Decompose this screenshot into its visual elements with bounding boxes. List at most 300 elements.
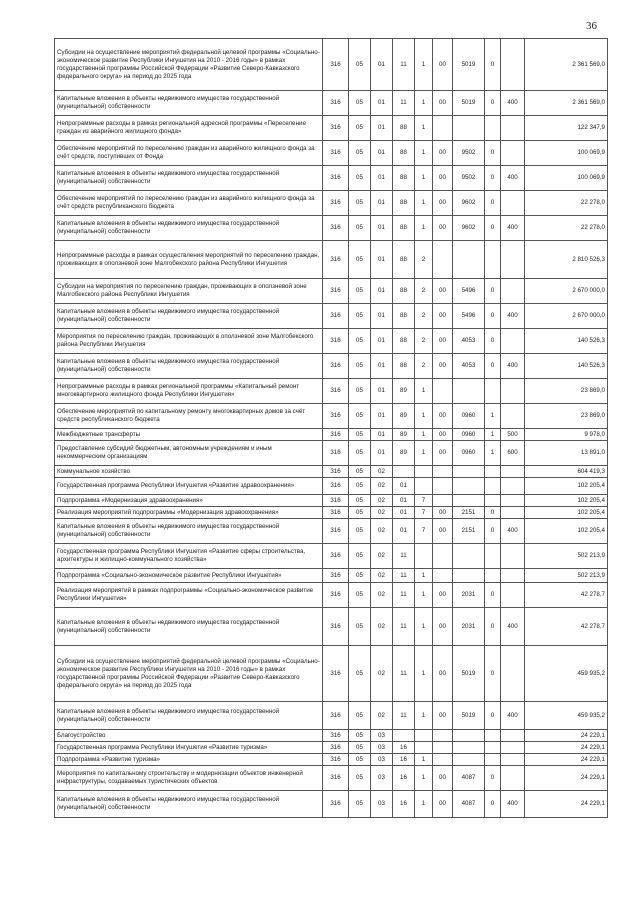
row-code-cell-c2: 05 [349,166,371,191]
row-code-cell-c2: 05 [349,791,371,818]
row-name-cell: Непрограммные расходы в рамках осуществления мероприятий по переселению граждан, проживающих в оползневой зоне Малгобекского района Республики Ингушетия [55,241,323,279]
row-code-cell-c3: 02 [371,583,393,608]
table-row [55,583,608,608]
row-code-cell-c5: 1 [415,766,433,791]
row-code-cell-c9 [501,191,525,216]
row-code-cell-c6: 00 [433,279,453,304]
row-code-cell-c2: 05 [349,742,371,754]
row-code-cell-c9 [501,766,525,791]
row-code-cell-c7: 4053 [453,354,485,379]
row-code-cell-c2: 05 [349,730,371,742]
row-code-cell-c7: 2031 [453,583,485,608]
row-code-cell-c3: 03 [371,754,393,766]
row-code-cell-c2: 05 [349,646,371,702]
row-code-cell-c2: 05 [349,116,371,141]
row-amount-cell: 140 526,3 [525,354,608,379]
row-code-cell-c7 [453,754,485,766]
row-amount-cell: 24 229,1 [525,730,608,742]
row-code-cell-c6: 00 [433,39,453,91]
row-code-cell-c1: 316 [323,304,349,329]
row-code-cell-c7: 2031 [453,608,485,646]
row-code-cell-c7: 4053 [453,329,485,354]
page-number: 36 [586,20,597,32]
row-code-cell-c5: 1 [415,116,433,141]
row-code-cell-c1: 316 [323,379,349,404]
row-code-cell-c8: 0 [485,141,501,166]
row-code-cell-c8 [485,478,501,495]
row-name-cell: Предоставление субсидий бюджетным, автономным учреждениям и иным некоммерческим организациям [55,441,323,466]
row-code-cell-c9: 400 [501,791,525,818]
row-code-cell-c9: 400 [501,354,525,379]
row-code-cell-c2: 05 [349,191,371,216]
row-code-cell-c8: 0 [485,702,501,730]
row-amount-cell: 23 869,0 [525,404,608,429]
row-code-cell-c4: 11 [393,608,415,646]
row-code-cell-c5: 1 [415,216,433,241]
row-code-cell-c2: 05 [349,766,371,791]
row-code-cell-c5 [415,478,433,495]
row-code-cell-c8: 0 [485,191,501,216]
row-code-cell-c1: 316 [323,466,349,478]
row-code-cell-c8: 0 [485,279,501,304]
row-code-cell-c6: 00 [433,141,453,166]
row-code-cell-c9 [501,730,525,742]
row-name-cell: Мероприятия по переселению граждан, проживающих в оползневой зоне Малгобекского района Республики Ингушетия [55,329,323,354]
row-code-cell-c9: 400 [501,702,525,730]
row-code-cell-c5: 1 [415,441,433,466]
row-code-cell-c7 [453,116,485,141]
row-code-cell-c7 [453,742,485,754]
row-code-cell-c1: 316 [323,569,349,583]
row-name-cell: Обеспечение мероприятий по капитальному ремонту многоквартирных домов за счёт средств республиканского бюджета [55,404,323,429]
table-row [55,544,608,569]
row-code-cell-c6: 00 [433,791,453,818]
row-amount-cell: 24 229,1 [525,754,608,766]
row-code-cell-c7: 5496 [453,279,485,304]
row-code-cell-c8 [485,116,501,141]
row-code-cell-c1: 316 [323,91,349,116]
row-code-cell-c5 [415,742,433,754]
row-code-cell-c3: 02 [371,466,393,478]
row-code-cell-c6 [433,466,453,478]
table-row [55,441,608,466]
table-row [55,91,608,116]
row-code-cell-c3: 02 [371,544,393,569]
row-amount-cell: 2 361 569,0 [525,91,608,116]
row-name-cell: Обеспечение мероприятий по переселению граждан из аварийного жилищного фонда за счёт средств республиканского бюджета [55,191,323,216]
row-amount-cell: 459 935,2 [525,646,608,702]
row-code-cell-c9 [501,329,525,354]
row-code-cell-c1: 316 [323,766,349,791]
row-amount-cell: 2 810 526,3 [525,241,608,279]
row-code-cell-c6 [433,544,453,569]
row-code-cell-c6 [433,730,453,742]
row-code-cell-c6: 00 [433,216,453,241]
table-row [55,329,608,354]
row-code-cell-c1: 316 [323,39,349,91]
row-code-cell-c3: 01 [371,241,393,279]
row-code-cell-c4: 88 [393,116,415,141]
row-code-cell-c4: 11 [393,702,415,730]
table-row [55,116,608,141]
row-name-cell: Реализация мероприятий в рамках подпрограммы «Социально-экономическое развитие Республики Ингушетия» [55,583,323,608]
row-code-cell-c6 [433,569,453,583]
row-code-cell-c7: 2151 [453,519,485,544]
table-body [55,39,608,818]
row-code-cell-c7: 9602 [453,216,485,241]
row-code-cell-c8 [485,730,501,742]
row-code-cell-c2: 05 [349,404,371,429]
row-code-cell-c1: 316 [323,429,349,441]
row-code-cell-c7 [453,495,485,507]
row-code-cell-c8 [485,241,501,279]
row-code-cell-c3: 02 [371,569,393,583]
row-code-cell-c5: 1 [415,608,433,646]
row-code-cell-c9: 500 [501,429,525,441]
row-code-cell-c1: 316 [323,279,349,304]
row-code-cell-c6: 00 [433,441,453,466]
row-code-cell-c4: 88 [393,191,415,216]
row-code-cell-c9 [501,754,525,766]
row-code-cell-c9 [501,544,525,569]
row-amount-cell: 102 205,4 [525,507,608,519]
row-name-cell: Капитальные вложения в объекты недвижимого имущества государственной (муниципальной) собственности [55,216,323,241]
row-name-cell: Капитальные вложения в объекты недвижимого имущества государственной (муниципальной) собственности [55,702,323,730]
row-code-cell-c5: 1 [415,754,433,766]
row-code-cell-c5: 1 [415,791,433,818]
row-code-cell-c3: 01 [371,116,393,141]
row-code-cell-c9 [501,116,525,141]
row-code-cell-c9 [501,742,525,754]
row-code-cell-c2: 05 [349,478,371,495]
row-code-cell-c6: 00 [433,166,453,191]
row-code-cell-c9 [501,466,525,478]
row-code-cell-c7: 5019 [453,39,485,91]
row-amount-cell: 459 935,2 [525,702,608,730]
row-code-cell-c6: 00 [433,646,453,702]
row-code-cell-c2: 05 [349,304,371,329]
row-code-cell-c1: 316 [323,191,349,216]
row-name-cell: Коммунальное хозяйство [55,466,323,478]
row-code-cell-c4: 88 [393,216,415,241]
row-code-cell-c6 [433,241,453,279]
row-code-cell-c6: 00 [433,429,453,441]
row-code-cell-c5: 1 [415,702,433,730]
row-code-cell-c3: 01 [371,379,393,404]
row-code-cell-c1: 316 [323,241,349,279]
row-code-cell-c4: 88 [393,141,415,166]
row-code-cell-c3: 03 [371,791,393,818]
row-code-cell-c7 [453,241,485,279]
row-code-cell-c8: 0 [485,646,501,702]
row-code-cell-c3: 03 [371,730,393,742]
row-code-cell-c3: 03 [371,766,393,791]
table-row [55,791,608,818]
row-code-cell-c3: 02 [371,646,393,702]
row-code-cell-c9: 400 [501,608,525,646]
row-code-cell-c2: 05 [349,379,371,404]
row-amount-cell: 140 526,3 [525,329,608,354]
row-code-cell-c4: 89 [393,429,415,441]
row-amount-cell: 100 069,9 [525,166,608,191]
row-code-cell-c4: 88 [393,304,415,329]
row-code-cell-c6: 00 [433,404,453,429]
table-row [55,569,608,583]
row-code-cell-c4: 11 [393,91,415,116]
row-amount-cell: 502 213,9 [525,544,608,569]
table-row [55,216,608,241]
table-row [55,241,608,279]
row-code-cell-c1: 316 [323,507,349,519]
row-code-cell-c8: 0 [485,216,501,241]
row-code-cell-c3: 01 [371,91,393,116]
row-code-cell-c8: 1 [485,429,501,441]
row-code-cell-c5: 2 [415,329,433,354]
row-name-cell: Непрограммные расходы в рамках региональной адресной программы «Переселение граждан из аварийного жилищного фонда» [55,116,323,141]
row-name-cell: Межбюджетные трансферты [55,429,323,441]
row-code-cell-c8: 0 [485,304,501,329]
table-row [55,495,608,507]
row-code-cell-c1: 316 [323,495,349,507]
row-code-cell-c1: 316 [323,702,349,730]
row-code-cell-c8: 0 [485,39,501,91]
table-row [55,466,608,478]
row-code-cell-c7: 5019 [453,91,485,116]
row-code-cell-c7: 0960 [453,429,485,441]
row-code-cell-c1: 316 [323,583,349,608]
row-code-cell-c9: 600 [501,441,525,466]
row-code-cell-c3: 02 [371,478,393,495]
row-code-cell-c8: 1 [485,404,501,429]
row-code-cell-c6 [433,478,453,495]
row-code-cell-c4: 11 [393,583,415,608]
row-code-cell-c7 [453,478,485,495]
row-code-cell-c9 [501,141,525,166]
row-code-cell-c4: 16 [393,791,415,818]
row-code-cell-c6 [433,742,453,754]
row-code-cell-c6 [433,495,453,507]
row-code-cell-c5: 7 [415,507,433,519]
row-code-cell-c1: 316 [323,519,349,544]
row-code-cell-c1: 316 [323,608,349,646]
row-code-cell-c2: 05 [349,441,371,466]
row-code-cell-c7: 4087 [453,766,485,791]
table-row [55,754,608,766]
row-name-cell: Реализация мероприятий подпрограммы «Модернизация здравоохранения» [55,507,323,519]
row-code-cell-c8: 0 [485,91,501,116]
row-code-cell-c2: 05 [349,466,371,478]
row-code-cell-c2: 05 [349,91,371,116]
row-code-cell-c3: 01 [371,216,393,241]
row-code-cell-c8: 0 [485,166,501,191]
row-code-cell-c6: 00 [433,702,453,730]
row-code-cell-c9: 400 [501,91,525,116]
row-code-cell-c9: 400 [501,216,525,241]
row-code-cell-c2: 05 [349,519,371,544]
row-code-cell-c6: 00 [433,304,453,329]
row-code-cell-c8: 0 [485,791,501,818]
row-amount-cell: 24 229,1 [525,791,608,818]
row-code-cell-c3: 02 [371,702,393,730]
row-code-cell-c5 [415,544,433,569]
row-code-cell-c6: 00 [433,519,453,544]
row-code-cell-c4: 01 [393,507,415,519]
row-name-cell: Государственная программа Республики Ингушетия «Развитие здравоохранения» [55,478,323,495]
row-code-cell-c5: 1 [415,646,433,702]
row-code-cell-c8 [485,569,501,583]
row-code-cell-c4: 01 [393,495,415,507]
row-code-cell-c8: 0 [485,329,501,354]
row-code-cell-c4: 11 [393,646,415,702]
row-code-cell-c5: 1 [415,583,433,608]
row-code-cell-c6: 00 [433,583,453,608]
row-code-cell-c2: 05 [349,583,371,608]
row-code-cell-c7 [453,379,485,404]
row-amount-cell: 42 278,7 [525,583,608,608]
row-amount-cell: 604 419,3 [525,466,608,478]
row-code-cell-c3: 01 [371,354,393,379]
row-code-cell-c9 [501,241,525,279]
row-code-cell-c7: 0960 [453,441,485,466]
row-code-cell-c4: 88 [393,166,415,191]
table-row [55,429,608,441]
row-code-cell-c1: 316 [323,216,349,241]
row-amount-cell: 100 069,9 [525,141,608,166]
row-code-cell-c1: 316 [323,730,349,742]
row-code-cell-c6: 00 [433,507,453,519]
row-name-cell: Государственная программа Республики Ингушетия «Развитие туризма» [55,742,323,754]
row-code-cell-c7 [453,569,485,583]
row-code-cell-c6: 00 [433,91,453,116]
row-code-cell-c1: 316 [323,404,349,429]
row-code-cell-c8: 0 [485,583,501,608]
row-name-cell: Подпрограмма «Социально-экономическое развитие Республики Ингушетия» [55,569,323,583]
row-code-cell-c6: 00 [433,329,453,354]
row-code-cell-c3: 01 [371,404,393,429]
row-code-cell-c2: 05 [349,754,371,766]
row-code-cell-c2: 05 [349,569,371,583]
row-code-cell-c9: 400 [501,304,525,329]
row-code-cell-c5: 1 [415,166,433,191]
budget-table [54,38,608,818]
row-code-cell-c3: 02 [371,507,393,519]
row-code-cell-c4: 16 [393,754,415,766]
row-code-cell-c5: 2 [415,304,433,329]
row-name-cell: Субсидии на осуществление мероприятий федеральной целевой программы «Социально-экономическое развитие Республики Ингушетия на 2010 - 2016 годы» в рамках государственной программы Российской Федерации «Развитие Северо-Кавказского федерального округа» на период до 2025 года [55,646,323,702]
row-code-cell-c8 [485,466,501,478]
row-code-cell-c7 [453,466,485,478]
row-amount-cell: 24 229,1 [525,766,608,791]
row-code-cell-c2: 05 [349,429,371,441]
row-code-cell-c1: 316 [323,754,349,766]
row-code-cell-c8: 0 [485,766,501,791]
row-amount-cell: 9 978,0 [525,429,608,441]
row-name-cell: Субсидии на мероприятия по переселению граждан, проживающих в оползневой зоне Малгобекского района Республики Ингушетия [55,279,323,304]
row-code-cell-c3: 03 [371,742,393,754]
row-name-cell: Подпрограмма «Развитие туризма» [55,754,323,766]
row-code-cell-c5: 1 [415,191,433,216]
row-code-cell-c2: 05 [349,702,371,730]
row-code-cell-c8: 0 [485,354,501,379]
row-code-cell-c1: 316 [323,329,349,354]
table-row [55,507,608,519]
row-code-cell-c5: 2 [415,279,433,304]
row-code-cell-c9 [501,379,525,404]
row-code-cell-c8: 0 [485,507,501,519]
row-code-cell-c5: 7 [415,519,433,544]
row-code-cell-c4: 11 [393,39,415,91]
row-code-cell-c2: 05 [349,39,371,91]
row-code-cell-c2: 05 [349,279,371,304]
row-amount-cell: 2 361 569,0 [525,39,608,91]
row-code-cell-c4: 88 [393,241,415,279]
row-name-cell: Капитальные вложения в объекты недвижимого имущества государственной (муниципальной) собственности [55,791,323,818]
table-row [55,702,608,730]
table-row [55,166,608,191]
row-code-cell-c5: 1 [415,429,433,441]
row-name-cell: Мероприятия по капитальному строительству и модернизации объектов инженерной инфраструктуры, создаваемых туристических объектов [55,766,323,791]
row-code-cell-c5: 1 [415,404,433,429]
row-name-cell: Обеспечение мероприятий по переселению граждан из аварийного жилищного фонда за счёт средств, поступивших от Фонда [55,141,323,166]
row-code-cell-c1: 316 [323,544,349,569]
row-code-cell-c3: 01 [371,429,393,441]
row-code-cell-c9 [501,495,525,507]
row-amount-cell: 22 278,0 [525,191,608,216]
row-code-cell-c8 [485,742,501,754]
row-code-cell-c2: 05 [349,216,371,241]
table-row [55,279,608,304]
row-code-cell-c7: 9502 [453,141,485,166]
row-code-cell-c9 [501,404,525,429]
row-code-cell-c4: 16 [393,742,415,754]
row-code-cell-c8 [485,495,501,507]
row-code-cell-c4: 89 [393,441,415,466]
row-name-cell: Благоустройство [55,730,323,742]
row-code-cell-c1: 316 [323,116,349,141]
row-code-cell-c6: 00 [433,191,453,216]
row-code-cell-c3: 01 [371,166,393,191]
row-code-cell-c1: 316 [323,141,349,166]
row-name-cell: Капитальные вложения в объекты недвижимого имущества государственной (муниципальной) собственности [55,166,323,191]
row-code-cell-c7: 9602 [453,191,485,216]
row-amount-cell: 102 205,4 [525,495,608,507]
row-code-cell-c8 [485,754,501,766]
row-code-cell-c5: 1 [415,569,433,583]
row-name-cell: Капитальные вложения в объекты недвижимого имущества государственной (муниципальной) собственности [55,608,323,646]
row-code-cell-c2: 05 [349,141,371,166]
row-code-cell-c7: 4087 [453,791,485,818]
row-code-cell-c7: 9502 [453,166,485,191]
row-code-cell-c9: 400 [501,519,525,544]
row-code-cell-c1: 316 [323,354,349,379]
row-name-cell: Субсидии на осуществление мероприятий федеральной целевой программы «Социально-экономическое развитие Республики Ингушетия на 2010 - 2016 годы» в рамках государственной программы Российской Федерации «Развитие Северо-Кавказского федерального округа» на период до 2025 года [55,39,323,91]
row-code-cell-c4 [393,466,415,478]
row-code-cell-c4: 01 [393,519,415,544]
row-code-cell-c2: 05 [349,354,371,379]
row-code-cell-c4: 16 [393,766,415,791]
row-code-cell-c1: 316 [323,166,349,191]
row-code-cell-c1: 316 [323,441,349,466]
row-code-cell-c8: 0 [485,608,501,646]
row-code-cell-c6: 00 [433,354,453,379]
row-amount-cell: 102 205,4 [525,478,608,495]
row-code-cell-c3: 01 [371,39,393,91]
row-code-cell-c9: 400 [501,166,525,191]
row-code-cell-c3: 02 [371,608,393,646]
row-amount-cell: 22 278,0 [525,216,608,241]
table-row [55,304,608,329]
row-code-cell-c4: 88 [393,279,415,304]
